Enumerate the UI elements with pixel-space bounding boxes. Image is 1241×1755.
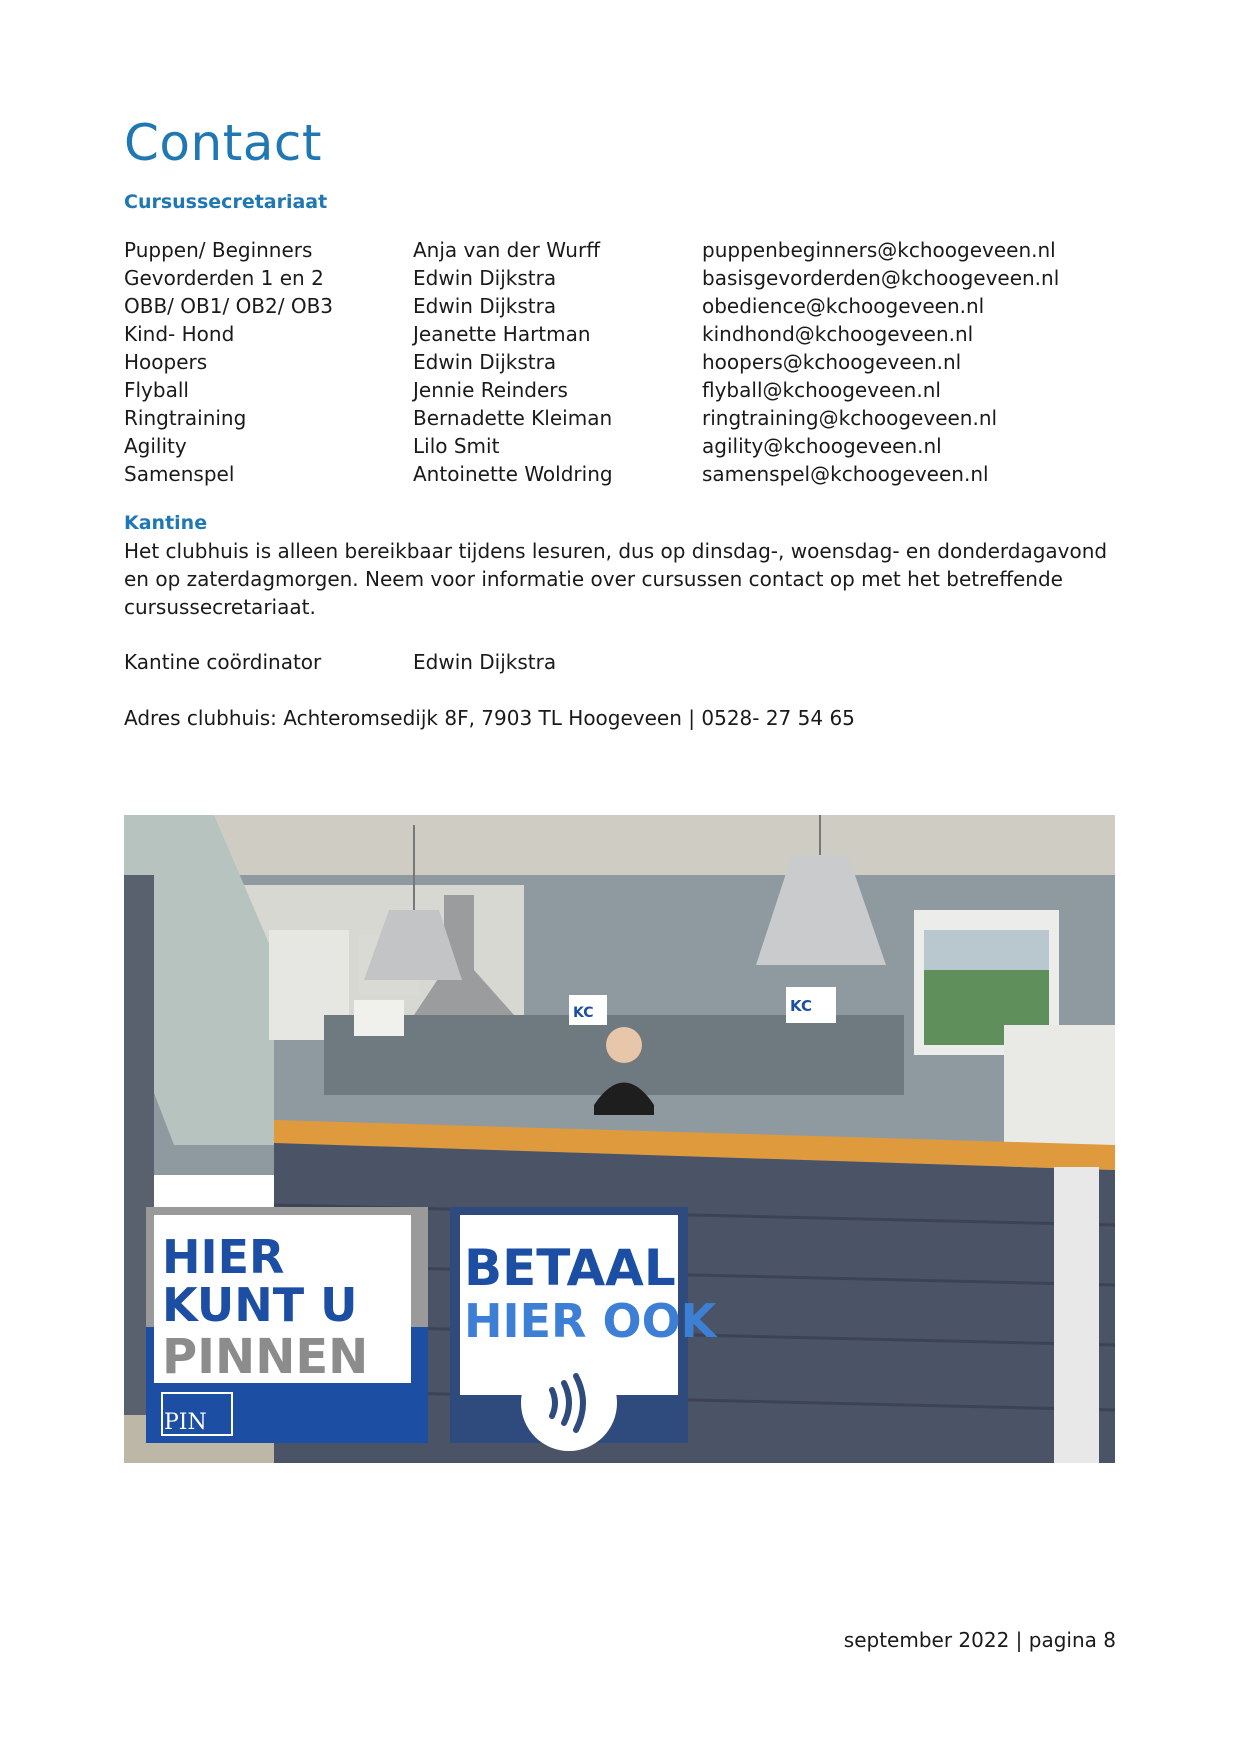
contact-row (124, 320, 1124, 348)
contactless-sign-line2: HIER OOK (464, 1294, 717, 1348)
course-name: Gevorderden 1 en 2 (124, 266, 324, 290)
counter-post (1054, 1167, 1099, 1463)
page-footer: september 2022 | pagina 8 (843, 1628, 1116, 1652)
course-name: Samenspel (124, 462, 235, 486)
pin-card-label: PIN (164, 1410, 207, 1435)
coordinator-name: Edwin Dijkstra (413, 650, 557, 674)
course-name: Kind- Hond (124, 322, 235, 346)
contact-email: ringtraining@kchoogeveen.nl (702, 406, 998, 430)
contact-email: samenspel@kchoogeveen.nl (702, 462, 989, 486)
contact-email: hoopers@kchoogeveen.nl (702, 350, 962, 374)
contact-email: obedience@kchoogeveen.nl (702, 294, 985, 318)
contact-person: Edwin Dijkstra (413, 266, 557, 290)
contact-person: Jennie Reinders (413, 378, 568, 402)
course-name: OBB/ OB1/ OB2/ OB3 (124, 294, 334, 318)
contact-person: Antoinette Woldring (413, 462, 613, 486)
contact-person: Lilo Smit (413, 434, 500, 458)
course-name: Ringtraining (124, 406, 247, 430)
page-title: Contact (124, 114, 323, 172)
coordinator-label: Kantine coördinator (124, 650, 322, 674)
contact-row (124, 264, 1124, 292)
contact-table (124, 236, 1124, 488)
window-sky (924, 930, 1049, 970)
course-name: Flyball (124, 378, 189, 402)
contact-row (124, 236, 1124, 264)
pin-sign-line3: PINNEN (162, 1329, 369, 1385)
contact-person: Bernadette Kleiman (413, 406, 613, 430)
person-head (606, 1027, 642, 1063)
contact-person: Edwin Dijkstra (413, 350, 557, 374)
contact-row (124, 460, 1124, 488)
section-heading-kantine: Kantine (124, 512, 208, 534)
contact-row (124, 376, 1124, 404)
address: Adres clubhuis: Achteromsedijk 8F, 7903 TL Hoogeveen | 0528- 27 54 65 (124, 706, 855, 730)
contact-email: flyball@kchoogeveen.nl (702, 378, 941, 402)
contact-person: Anja van der Wurff (413, 238, 600, 262)
contact-email: basisgevorderden@kchoogeveen.nl (702, 266, 1060, 290)
contactless-sign-line1: BETAAL (464, 1239, 676, 1297)
course-name: Agility (124, 434, 187, 458)
course-name: Puppen/ Beginners (124, 238, 313, 262)
contact-person: Edwin Dijkstra (413, 294, 557, 318)
contact-person: Jeanette Hartman (413, 322, 591, 346)
logo-text-2: KC (790, 997, 812, 1015)
canteen-photo (124, 815, 1115, 1463)
contact-email: puppenbeginners@kchoogeveen.nl (702, 238, 1056, 262)
contact-row (124, 404, 1124, 432)
contact-row (124, 432, 1124, 460)
logo-text-1: KC (573, 1005, 594, 1021)
microwave (354, 1000, 404, 1036)
kantine-paragraph: Het clubhuis is alleen bereikbaar tijdens lesuren, dus op dinsdag-, woensdag- en donderdagavond en op zaterdagmorgen. Neem voor informatie over cursussen contact op met het betreffende cursussecretariaat. (124, 539, 1108, 619)
contact-row (124, 292, 1124, 320)
pin-sign-line2: KUNT U (162, 1278, 358, 1332)
pin-sign-line1: HIER (162, 1230, 285, 1284)
contact-row (124, 348, 1124, 376)
section-heading-cursussecretariaat: Cursussecretariaat (124, 191, 328, 213)
contact-email: kindhond@kchoogeveen.nl (702, 322, 974, 346)
contact-email: agility@kchoogeveen.nl (702, 434, 942, 458)
kantine-coordinator (124, 648, 556, 676)
course-name: Hoopers (124, 350, 208, 374)
